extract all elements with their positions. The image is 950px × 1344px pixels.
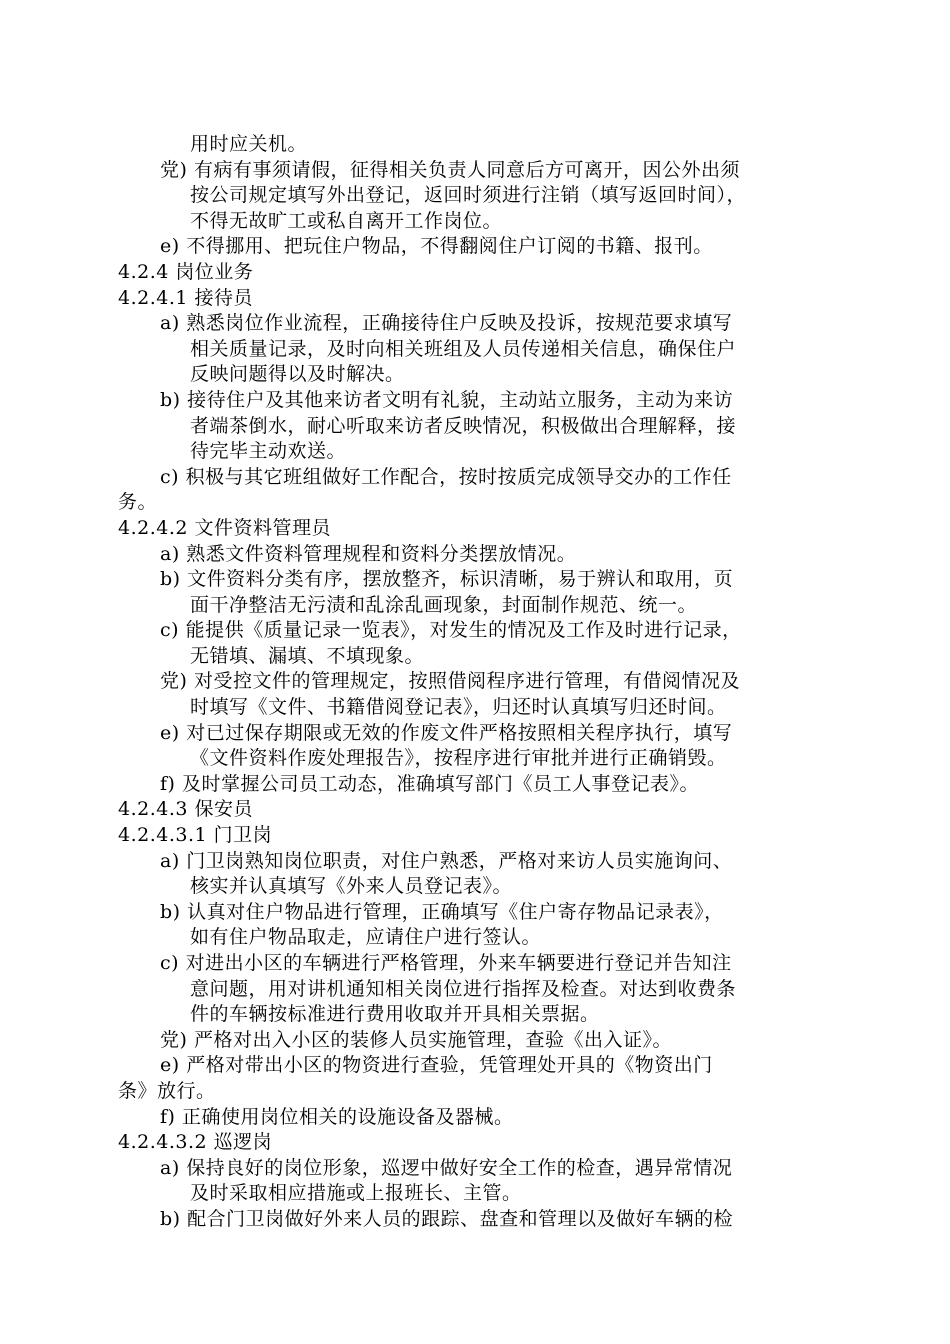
text-line: 核实并认真填写《外来人员登记表》。 (190, 875, 513, 898)
text-line: 意问题，用对讲机通知相关岗位进行指挥及检查。对达到收费条 (190, 977, 737, 1000)
list-item: c) 对进出小区的车辆进行严格管理，外来车辆要进行登记并告知注 (160, 952, 732, 974)
list-item: a) 保持良好的岗位形象，巡逻中做好安全工作的检查，遇异常情况 (160, 1156, 733, 1179)
text-line: 待完毕主动欢送。 (190, 440, 347, 463)
text-line: 及时采取相应措施或上报班长、主管。 (190, 1182, 522, 1205)
text-line: 时填写《文件、书籍借阅登记表》，归还时认真填写归还时间。 (190, 696, 727, 719)
section-heading: 4.2.4.1 接待员 (118, 286, 254, 309)
list-item: a) 熟悉岗位作业流程，正确接待住户反映及投诉，按规范要求填写 (160, 312, 733, 335)
list-item: 党) 对受控文件的管理规定，按照借阅程序进行管理，有借阅情况及 (160, 670, 740, 693)
section-heading: 4.2.4.3.2 巡逻岗 (118, 1131, 273, 1154)
section-heading: 4.2.4.3.1 门卫岗 (118, 824, 273, 847)
list-item: a) 熟悉文件资料管理规程和资料分类摆放情况。 (160, 542, 577, 565)
list-item: 党) 有病有事须请假，征得相关负责人同意后方可离开，因公外出须 (160, 158, 740, 181)
list-item: e) 严格对带出小区的物资进行查验，凭管理处开具的《物资出门 (160, 1054, 713, 1077)
list-item: b) 配合门卫岗做好外来人员的跟踪、盘查和管理以及做好车辆的检 (160, 1207, 734, 1230)
list-item: c) 能提供《质量记录一览表》，对发生的情况及工作及时进行记录， (160, 619, 742, 642)
list-item: e) 不得挪用、把玩住户物品，不得翻阅住户订阅的书籍、报刊。 (160, 235, 713, 258)
text-line: 条》放行。 (118, 1079, 216, 1102)
text-line: 《文件资料作废处理报告》，按程序进行审批并进行正确销毁。 (190, 747, 727, 770)
text-line: 不得无故旷工或私自离开工作岗位。 (190, 209, 503, 232)
list-item: a) 门卫岗熟知岗位职责，对住户熟悉，严格对来访人员实施询问、 (160, 849, 733, 872)
list-item: b) 认真对住户物品进行管理，正确填写《住户寄存物品记录表》， (160, 900, 724, 923)
list-item: 党) 严格对出入小区的装修人员实施管理，查验《出入证》。 (160, 1028, 672, 1051)
section-heading: 4.2.4.2 文件资料管理员 (118, 516, 332, 539)
list-item: c) 积极与其它班组做好工作配合，按时按质完成领导交办的工作任 (160, 465, 732, 488)
list-item: f) 及时掌握公司员工动态，准确填写部门《员工人事登记表》。 (160, 772, 699, 795)
text-line: 按公司规定填写外出登记，返回时须进行注销（填写返回时间）， (190, 184, 747, 207)
list-item: e) 对已过保存期限或无效的作废文件严格按照相关程序执行，填写 (160, 721, 733, 744)
text-line: 者端茶倒水，耐心听取来访者反映情况，积极做出合理解释，接 (190, 414, 737, 437)
text-line: 件的车辆按标准进行费用收取并开具相关票据。 (190, 1003, 600, 1026)
text-line: 相关质量记录，及时向相关班组及人员传递相关信息，确保住户 (190, 337, 737, 360)
document-body (118, 132, 830, 1233)
text-line: 用时应关机。 (190, 133, 308, 155)
text-line: 如有住户物品取走，应请住户进行签认。 (190, 926, 542, 949)
section-heading: 4.2.4.3 保安员 (118, 798, 254, 821)
text-line: 反映问题得以及时解决。 (190, 363, 405, 386)
list-item: b) 文件资料分类有序，摆放整齐，标识清晰，易于辨认和取用，页 (160, 568, 734, 591)
text-line: 务。 (118, 491, 158, 514)
text-line: 面干净整洁无污渍和乱涂乱画现象，封面制作规范、统一。 (190, 593, 698, 616)
list-item: f) 正确使用岗位相关的设施设备及器械。 (160, 1105, 514, 1128)
section-heading: 4.2.4 岗位业务 (118, 260, 254, 283)
list-item: b) 接待住户及其他来访者文明有礼貌，主动站立服务，主动为来访 (160, 388, 734, 411)
text-line: 无错填、漏填、不填现象。 (190, 644, 425, 667)
